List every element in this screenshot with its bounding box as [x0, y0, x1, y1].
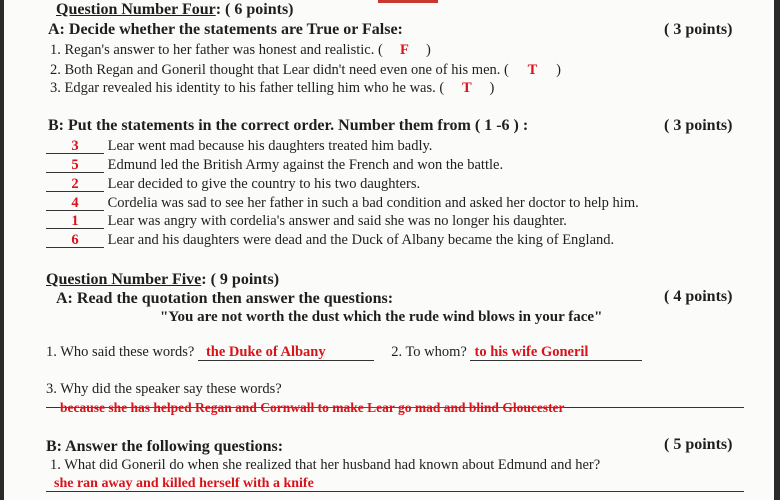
quotation: "You are not worth the dust which the rude wind blows in your face"	[160, 309, 603, 325]
q5-partB-points: ( 5 points)	[664, 436, 733, 453]
order-number: 1	[46, 214, 104, 229]
q5-title-text: Question Number Five	[46, 271, 202, 288]
q4-b-item-2: 5 Edmund led the British Army against the French and won the battle.	[46, 157, 503, 174]
q4-b-item-5: 1 Lear was angry with cordelia's answer and said she was no longer his daughter.	[46, 213, 567, 230]
q4-a-item-2: 2. Both Regan and Goneril thought that Lear didn't need even one of his men. ( T )	[50, 62, 561, 78]
q4-partA-points: ( 3 points)	[664, 21, 733, 38]
q4-a-item-3: 3. Edgar revealed his identity to his father telling him who he was. ( T )	[50, 80, 495, 96]
answer-mark: T	[462, 80, 472, 96]
order-number: 6	[46, 233, 104, 248]
q5-b-answer1: she ran away and killed herself with a knife	[54, 476, 314, 491]
q5-partA-points: ( 4 points)	[664, 288, 733, 305]
answer-mark: F	[399, 42, 409, 58]
q5-title	[46, 271, 279, 289]
q5-b-q1: 1. What did Goneril do when she realized that her husband had known about Edmund and her?	[50, 457, 601, 473]
order-number: 2	[46, 177, 104, 192]
order-number: 5	[46, 158, 104, 173]
q4-title-text: Question Number Four	[56, 1, 216, 18]
q4-partB-points: ( 3 points)	[664, 117, 733, 134]
q4-b-item-1: 3 Lear went mad because his daughters treated him badly.	[46, 138, 432, 155]
answer-text: the Duke of Albany	[205, 344, 326, 360]
answer-blank	[198, 345, 374, 361]
scan-edge-left	[0, 0, 4, 500]
answer-blank	[470, 345, 642, 361]
q5-a-answer3: because she has helped Regan and Cornwall to make Lear go mad and blind Gloucester	[60, 400, 565, 415]
q4-b-item-3: 2 Lear decided to give the country to his two daughters.	[46, 176, 420, 193]
q5-points: : ( 9 points)	[201, 271, 280, 288]
answer-text: to his wife Goneril	[474, 344, 589, 360]
order-number: 4	[46, 196, 104, 211]
q4-points: : ( 6 points)	[215, 1, 294, 18]
order-number: 3	[46, 139, 104, 154]
q4-partA-heading: A: Decide whether the statements are True or False:	[48, 21, 403, 38]
q4-a-item-1: 1. Regan's answer to her father was honest and realistic. ( F )	[50, 42, 431, 58]
q4-b-item-4: 4 Cordelia was sad to see her father in such a bad condition and asked her doctor to help him.	[46, 195, 639, 212]
q5-partB-heading: B: Answer the following questions:	[46, 438, 284, 455]
top-red-mark	[378, 0, 438, 3]
q4-title	[56, 1, 294, 19]
q4-b-item-6: 6 Lear and his daughters were dead and the Duck of Albany became the king of England.	[46, 232, 614, 249]
q5-a-q3: 3. Why did the speaker say these words?	[46, 381, 282, 397]
scan-edge-right	[774, 0, 780, 500]
q5-a-q1: 1. Who said these words? the Duke of Albany 2. To whom? to his wife Goneril	[46, 344, 642, 361]
q4-partB-heading: B: Put the statements in the correct order. Number them from ( 1 -6 ) :	[48, 117, 529, 134]
q5-partA-heading: A: Read the quotation then answer the questions:	[56, 290, 394, 307]
answer-mark: T	[527, 62, 538, 78]
